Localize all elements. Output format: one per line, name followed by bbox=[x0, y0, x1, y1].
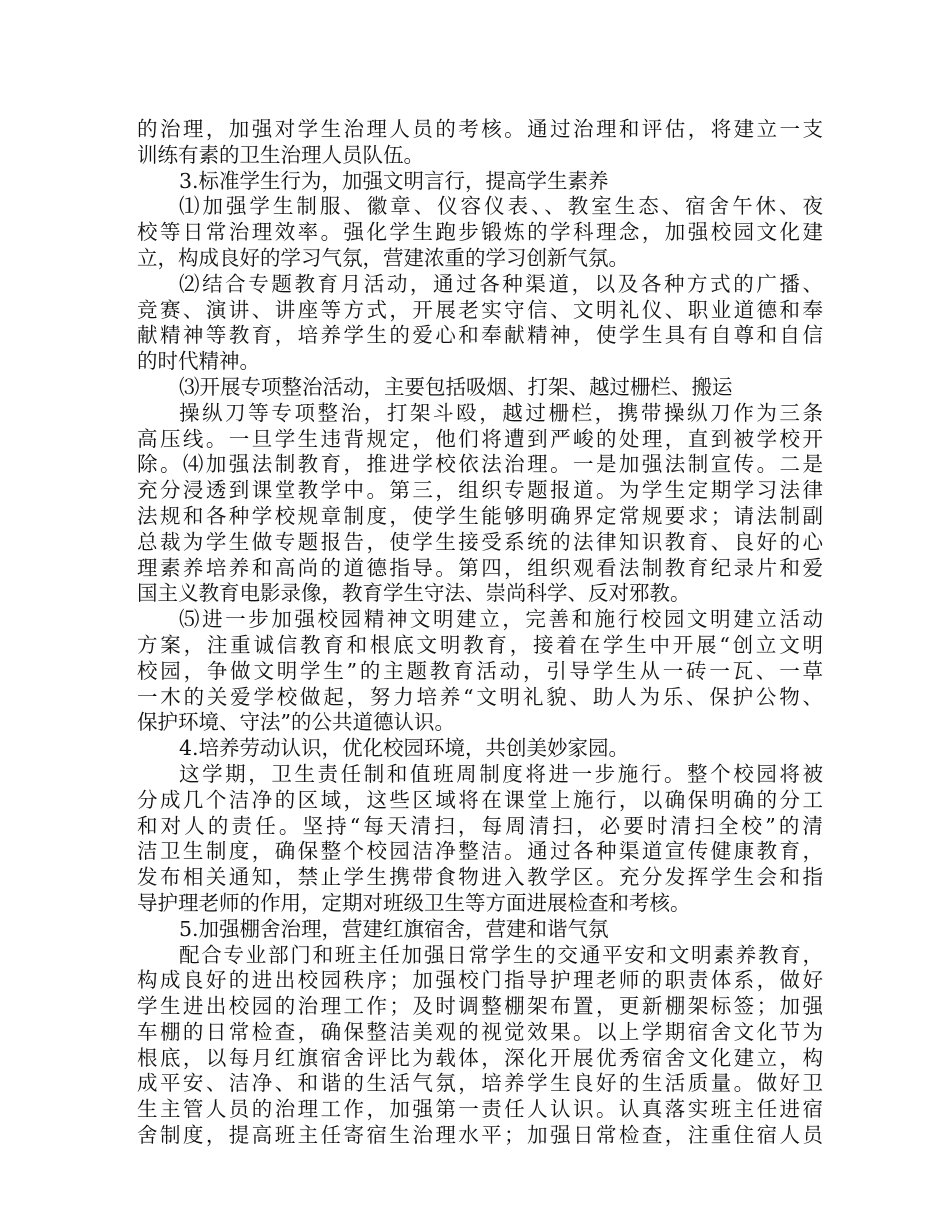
text-line: 校等日常治理效率。强化学生跑步锻炼的学科理念，加强校园文化建 bbox=[137, 220, 823, 245]
text-line: 竞赛、演讲、讲座等方式，开展老实守信、文明礼仪、职业道德和奉 bbox=[137, 297, 823, 322]
text-line: 充分浸透到课堂教学中。第三，组织专题报道。为学生定期学习法律 bbox=[137, 478, 823, 503]
text-line: 保护环境、守法”的公共道德认识。 bbox=[137, 710, 455, 735]
document-body bbox=[137, 117, 823, 1149]
text-line: 成平安、洁净、和谐的生活气氛，培养学生良好的生活质量。做好卫 bbox=[137, 1071, 823, 1096]
text-line: 生主管人员的治理工作，加强第一责任人认识。认真落实班主任进宿 bbox=[137, 1097, 823, 1122]
text-line: 舍制度，提高班主任寄宿生治理水平；加强日常检查，注重住宿人员 bbox=[137, 1123, 823, 1148]
text-line: 总裁为学生做专题报告，使学生接受系统的法律知识教育、良好的心 bbox=[137, 529, 823, 554]
text-line: 校园，争做文明学生”的主题教育活动，引导学生从一砖一瓦、一草 bbox=[137, 658, 823, 683]
text-line: 3.标准学生行为，加强文明言行，提高学生素养 bbox=[179, 168, 609, 193]
text-line: 的时代精神。 bbox=[137, 349, 260, 374]
text-line: 操纵刀等专项整治，打架斗殴，越过栅栏，携带操纵刀作为三条 bbox=[179, 400, 823, 425]
text-line: 4.培养劳动认识，优化校园环境，共创美妙家园。 bbox=[179, 736, 630, 761]
text-line: 发布相关通知，禁止学生携带食物进入教学区。充分发挥学生会和指 bbox=[137, 865, 823, 890]
text-line: 导护理老师的作用，定期对班级卫生等方面进展检查和考核。 bbox=[137, 890, 691, 915]
text-line: 一木的关爱学校做起，努力培养“文明礼貌、助人为乐、保护公物、 bbox=[137, 684, 823, 709]
text-line: 学生进出校园的治理工作；及时调整棚架布置，更新棚架标签；加强 bbox=[137, 994, 823, 1019]
text-line: 方案，注重诚信教育和根底文明教育，接着在学生中开展“创立文明 bbox=[137, 632, 823, 657]
text-line: 配合专业部门和班主任加强日常学生的交通平安和文明素养教育， bbox=[179, 942, 823, 967]
text-line: 献精神等教育，培养学生的爱心和奉献精神，使学生具有自尊和自信 bbox=[137, 323, 823, 348]
text-line: 根底，以每月红旗宿舍评比为载体，深化开展优秀宿舍文化建立，构 bbox=[137, 1045, 823, 1070]
text-line: 5.加强棚舍治理，营建红旗宿舍，营建和谐气氛 bbox=[179, 916, 609, 941]
text-line: 国主义教育电影录像，教育学生守法、崇尚科学、反对邪教。 bbox=[137, 581, 691, 606]
text-line: ⑸进一步加强校园精神文明建立，完善和施行校园文明建立活动 bbox=[179, 607, 823, 632]
text-line: 法规和各种学校规章制度，使学生能够明确界定常规要求；请法制副 bbox=[137, 503, 823, 528]
text-line: 高压线。一旦学生违背规定，他们将遭到严峻的处理，直到被学校开 bbox=[137, 426, 823, 451]
text-line: 理素养培养和高尚的道德指导。第四，组织观看法制教育纪录片和爱 bbox=[137, 555, 823, 580]
text-line: 洁卫生制度，确保整个校园洁净整洁。通过各种渠道宣传健康教育， bbox=[137, 839, 823, 864]
text-line: 车棚的日常检查，确保整洁美观的视觉效果。以上学期宿舍文化节为 bbox=[137, 1019, 823, 1044]
text-line: 的治理，加强对学生治理人员的考核。通过治理和评估，将建立一支 bbox=[137, 117, 823, 141]
text-line: 这学期，卫生责任制和值班周制度将进一步施行。整个校园将被 bbox=[179, 761, 823, 786]
text-line: 立，构成良好的学习气氛，营建浓重的学习创新气氛。 bbox=[137, 245, 629, 270]
text-line: ⑴加强学生制服、徽章、仪容仪表、、教室生态、宿舍午休、夜 bbox=[179, 194, 823, 219]
text-line: 分成几个洁净的区域，这些区域将在课堂上施行，以确保明确的分工 bbox=[137, 787, 823, 812]
text-line: 构成良好的进出校园秩序；加强校门指导护理老师的职责体系，做好 bbox=[137, 968, 823, 993]
text-line: 和对人的责任。坚持“每天清扫，每周清扫，必要时清扫全校”的清 bbox=[137, 813, 823, 838]
text-line: ⑵结合专题教育月活动，通过各种渠道，以及各种方式的广播、 bbox=[179, 271, 823, 296]
text-line: 除。⑷加强法制教育，推进学校依法治理。一是加强法制宣传。二是 bbox=[137, 452, 823, 477]
text-line: ⑶开展专项整治活动，主要包括吸烟、打架、越过栅栏、搬运 bbox=[179, 374, 733, 399]
text-line: 训练有素的卫生治理人员队伍。 bbox=[137, 142, 424, 167]
